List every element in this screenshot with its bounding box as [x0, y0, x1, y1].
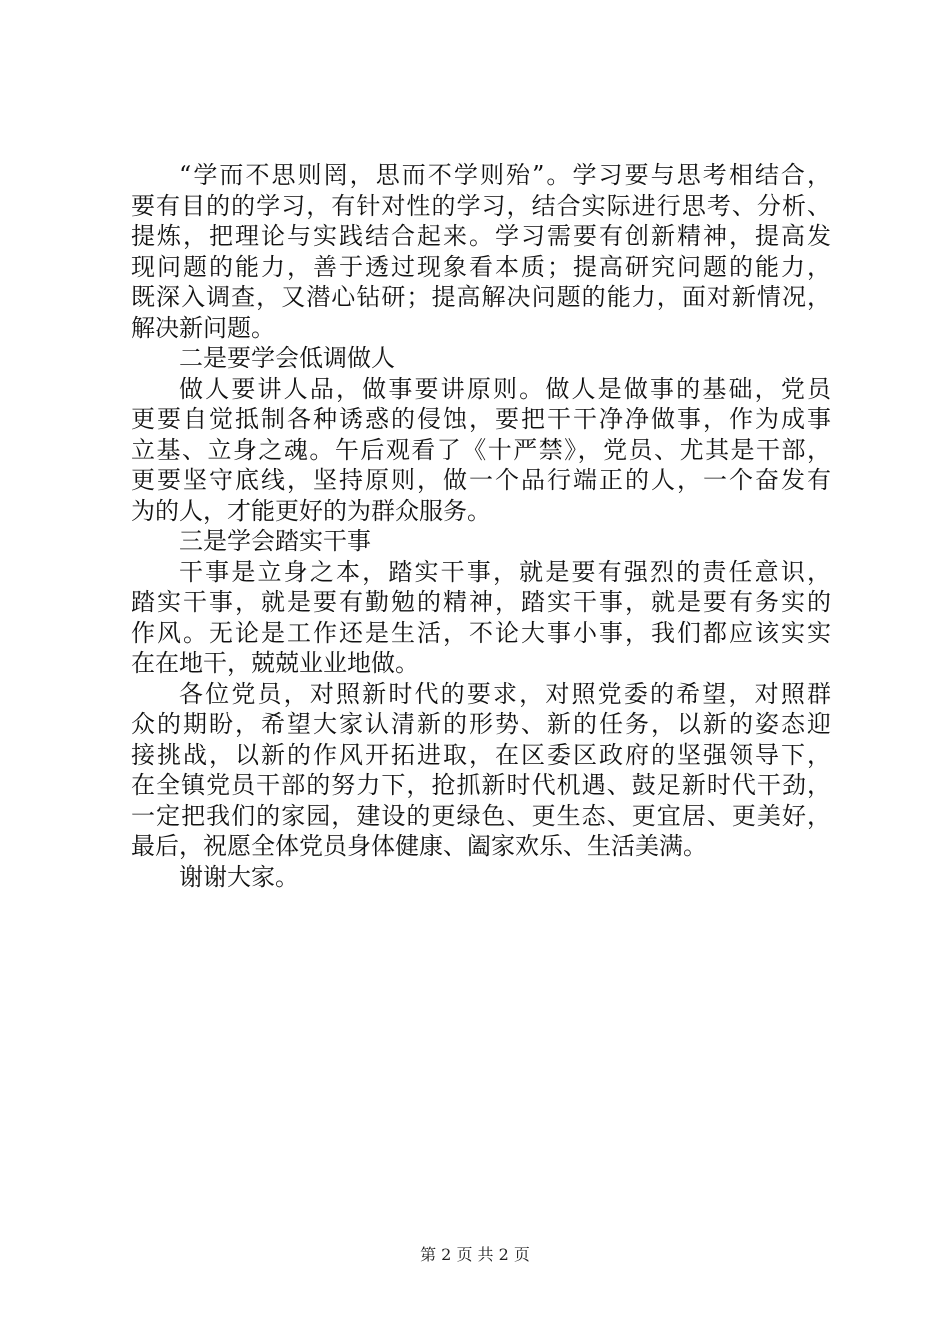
paragraph-work [131, 557, 831, 679]
paragraph-learning-thinking [131, 160, 831, 343]
text-line: 做人要讲人品，做事要讲原则。做人是做事的基础，党员 [179, 374, 831, 403]
text-line: 干事是立身之本，踏实干事，就是要有强烈的责任意识， [179, 557, 831, 586]
text-line: 众的期盼，希望大家认清新的形势、新的任务，以新的姿态迎 [131, 710, 831, 738]
paragraph-closing-call [131, 679, 831, 862]
text-line: 最后，祝愿全体党员身体健康、阖家欢乐、生活美满。 [131, 832, 707, 860]
text-line: 为的人，才能更好的为群众服务。 [131, 496, 491, 525]
text-line: 更要自觉抵制各种诱惑的侵蚀，要把干干净净做事，作为成事 [131, 405, 831, 433]
section-heading-low-profile: 二是要学会低调做人 [179, 344, 395, 372]
text-line: 在全镇党员干部的努力下，抢抓新时代机遇、鼓足新时代干劲， [131, 771, 831, 799]
text-line: 接挑战，以新的作风开拓进取，在区委区政府的坚强领导下， [131, 740, 831, 769]
text-line: 解决新问题。 [131, 313, 275, 342]
text-line: 要有目的的学习，有针对性的学习，结合实际进行思考、分析、 [131, 191, 831, 220]
text-line: 提炼，把理论与实践结合起来。学习需要有创新精神，提高发 [131, 222, 831, 250]
text-line: 一定把我们的家园，建设的更绿色、更生态、更宜居、更美好， [131, 801, 831, 830]
closing-thanks: 谢谢大家。 [179, 862, 299, 891]
section-heading-practical-work: 三是学会踏实干事 [179, 527, 371, 555]
text-line: 在在地干，兢兢业业地做。 [131, 649, 419, 677]
text-line: 现问题的能力，善于透过现象看本质；提高研究问题的能力， [131, 252, 831, 281]
text-line: 立基、立身之魂。午后观看了《十严禁》，党员、尤其是干部， [131, 435, 831, 464]
text-line: 各位党员，对照新时代的要求，对照党委的希望，对照群 [179, 679, 831, 708]
document-body [131, 160, 831, 892]
text-line: 更要坚守底线，坚持原则，做一个品行端正的人，一个奋发有 [131, 466, 831, 494]
page-number-footer: 第 2 页 共 2 页 [420, 1245, 530, 1264]
text-line: “学而不思则罔，思而不学则殆”。学习要与思考相结合， [179, 161, 831, 189]
text-line: 作风。无论是工作还是生活，不论大事小事，我们都应该实实 [131, 618, 831, 647]
text-line: 踏实干事，就是要有勤勉的精神，踏实干事，就是要有务实的 [131, 588, 831, 616]
text-line: 既深入调查，又潜心钻研；提高解决问题的能力，面对新情况， [131, 283, 831, 311]
paragraph-conduct [131, 374, 831, 527]
